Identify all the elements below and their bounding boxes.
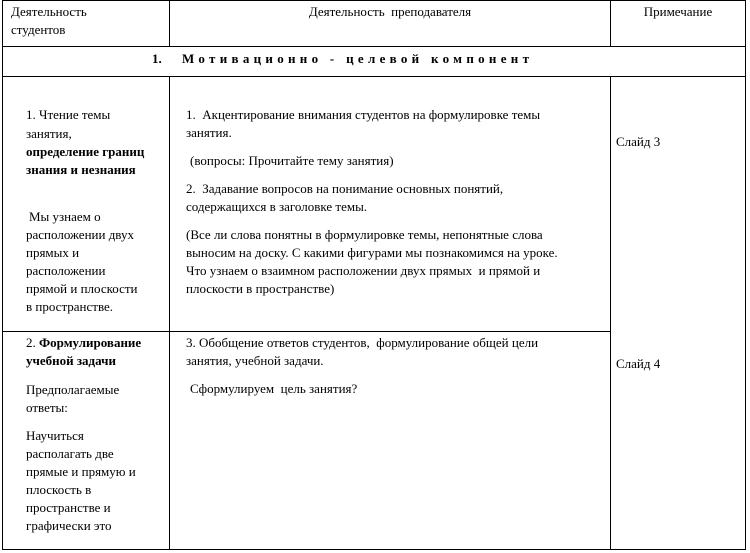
row1-note: Слайд 3 (616, 134, 661, 149)
row1-teacher-p4-line3: Что узнаем о взаимном расположении двух прямых и прямой и (186, 263, 541, 278)
col-divider-2-body (610, 76, 611, 550)
row1-students-line10: в пространстве. (26, 299, 114, 314)
row2-teacher-p1-line1: 3. Обобщение ответов студентов, формулирование общей цели (186, 335, 539, 350)
row2-students-line1: 2. Формулирование (26, 335, 142, 350)
row1-teacher-p4-line4: плоскости в пространстве) (186, 281, 335, 296)
row1-teacher-p2: (вопросы: Прочитайте тему занятия) (190, 153, 394, 168)
section-row-bottom (2, 76, 746, 77)
row2-note: Слайд 4 (616, 356, 661, 371)
row2-students-line10: графически это (26, 518, 112, 533)
row2-students-line5: Научиться (26, 428, 84, 443)
row1-students-line4: знания и незнания (26, 162, 136, 177)
row1-students-line7: прямых и (26, 245, 80, 260)
row2-students-line2: учебной задачи (26, 353, 116, 368)
header-row-bottom (2, 46, 746, 47)
row1-students-line6: расположении двух (26, 227, 134, 242)
row2-students-line6: располагать две (26, 446, 114, 461)
row1-bottom-left (2, 331, 611, 332)
row1-students-line2: занятия, (26, 126, 72, 141)
table-border-bottom (2, 549, 746, 550)
row1-students-line9: прямой и плоскости (26, 281, 138, 296)
row1-students-line5: Мы узнаем о (29, 209, 101, 224)
row2-students-line4: ответы: (26, 400, 68, 415)
section-number: 1. (152, 51, 162, 66)
row2-students-line9: пространстве и (26, 500, 111, 515)
row1-teacher-p4-line2: выносим на доску. С какими фигурами мы познакомимся на уроке. (186, 245, 558, 260)
header-students-line2: студентов (11, 22, 66, 37)
row1-teacher-p1-line1: 1. Акцентирование внимания студентов на формулировке темы (186, 107, 541, 122)
header-note: Примечание (643, 4, 713, 19)
col-divider-1-body (169, 76, 170, 550)
row2-students-line8: плоскость в (26, 482, 92, 497)
header-teacher: Деятельность преподавателя (308, 4, 472, 19)
row1-students-line1: 1. Чтение темы (26, 107, 111, 122)
row1-teacher-p4-line1: (Все ли слова понятны в формулировке темы, непонятные слова (186, 227, 543, 242)
header-students-line1: Деятельность (11, 4, 87, 19)
row1-teacher-p1-line2: занятия. (186, 125, 232, 140)
row1-teacher-p3-line2: содержащихся в заголовке темы. (186, 199, 368, 214)
row1-students-line8: расположении (26, 263, 106, 278)
table-border-left (2, 0, 3, 550)
table-border-top (2, 0, 746, 1)
row2-teacher-p2: Сформулируем цель занятия? (190, 381, 358, 396)
row2-students-line3: Предполагаемые (26, 382, 120, 397)
row1-students-line3: определение границ (26, 144, 145, 159)
section-title: Мотивационно - целевой компонент (182, 51, 534, 66)
table-border-right (745, 0, 746, 550)
row1-teacher-p3-line1: 2. Задавание вопросов на понимание основных понятий, (186, 181, 504, 196)
row2-teacher-p1-line2: занятия, учебной задачи. (186, 353, 324, 368)
row2-students-line7: прямые и прямую и (26, 464, 136, 479)
